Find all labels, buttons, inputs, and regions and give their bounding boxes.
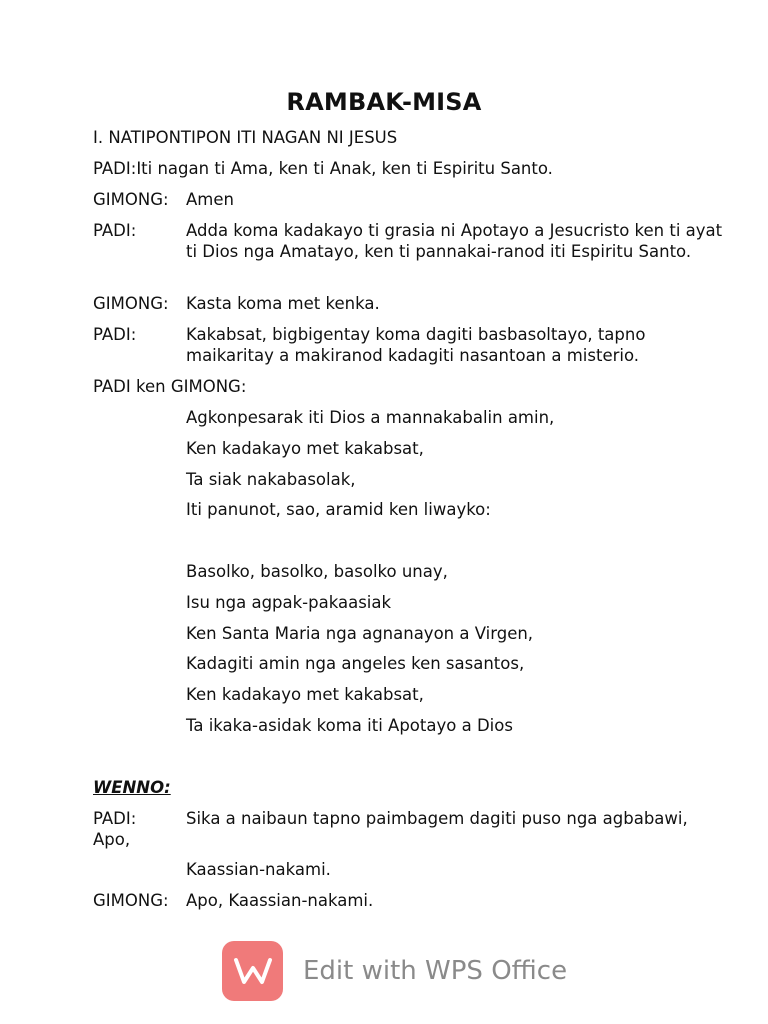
prayer-line: Kadagiti amin nga angeles ken sasantos,: [186, 654, 525, 673]
section-heading: I. NATIPONTIPON ITI NAGAN NI JESUS: [93, 128, 398, 147]
wps-watermark-text: Edit with WPS Office: [303, 956, 568, 986]
line-padi-opening: PADI:Iti nagan ti Ama, ken ti Anak, ken ti Espiritu Santo.: [93, 159, 553, 178]
kyrie-invocation: Sika a naibaun tapno paimbagem dagiti puso nga agbabawi,: [186, 809, 688, 828]
kyrie-response-padi: Kaassian-nakami.: [186, 860, 331, 879]
kyrie-invocation-cont: Apo,: [93, 830, 131, 849]
response-amen: Amen: [186, 190, 234, 209]
prayer-line: Agkonpesarak iti Dios a mannakabalin amin,: [186, 408, 555, 427]
prayer-line: Basolko, basolko, basolko unay,: [186, 562, 448, 581]
wenno-label: WENNO:: [93, 778, 171, 797]
prayer-line: Ta ikaka-asidak koma iti Apotayo a Dios: [186, 716, 513, 735]
prayer-line: Ken Santa Maria nga agnanayon a Virgen,: [186, 624, 534, 643]
response-kasta: Kasta koma met kenka.: [186, 294, 380, 313]
speaker-padi: PADI:: [93, 325, 137, 344]
wps-watermark[interactable]: [222, 941, 567, 1001]
greeting-text: Adda koma kadakayo ti grasia ni Apotayo a Jesucristo ken ti ayat ti Dios nga Amatayo, ken ti pannakai-ranod iti Espiritu Santo.: [186, 221, 723, 261]
prayer-line: Isu nga agpak-pakaasiak: [186, 593, 392, 612]
kyrie-response-gimong: [186, 890, 373, 911]
prayer-line: Ta siak nakabasolak,: [186, 470, 356, 489]
prayer-line: Ken kadakayo met kakabsat,: [186, 439, 424, 458]
speaker-gimong: GIMONG:: [93, 891, 169, 910]
invitation-text: Kakabsat, bigbigentay koma dagiti basbasoltayo, tapno maikaritay a makiranod kadagiti nasantoan a misterio.: [186, 325, 646, 365]
prayer-line: Iti panunot, sao, aramid ken liwayko:: [186, 500, 491, 519]
kyrie-response-text: Apo, Kaassian-nakami: [186, 891, 368, 910]
kyrie-response-period: .: [368, 891, 374, 910]
prayer-line: Ken kadakayo met kakabsat,: [186, 685, 424, 704]
speaker-padi: PADI:: [93, 809, 137, 828]
speaker-padi-gimong: PADI ken GIMONG:: [93, 377, 247, 396]
speaker-gimong: GIMONG:: [93, 190, 169, 209]
page-title: RAMBAK-MISA: [286, 88, 482, 116]
wps-logo-icon: [222, 941, 283, 1001]
speaker-padi: PADI:: [93, 221, 137, 240]
speaker-gimong: GIMONG:: [93, 294, 169, 313]
